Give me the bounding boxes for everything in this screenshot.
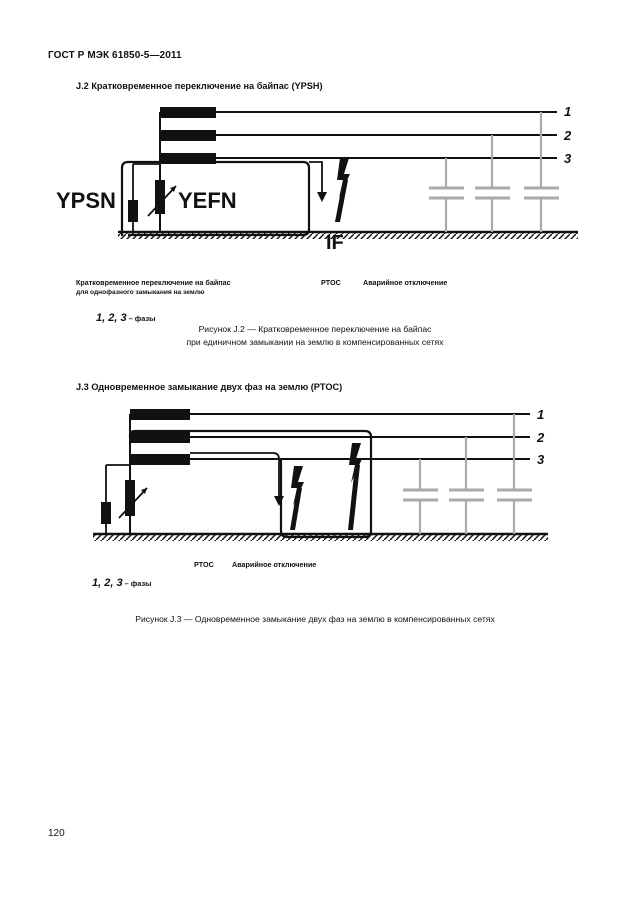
ypsn-label: YPSN xyxy=(56,188,116,213)
phase-3-label: 3 xyxy=(564,151,572,166)
section-j2-title: J.2 Кратковременное переключение на байпас (YPSH) xyxy=(76,81,323,91)
document-header: ГОСТ Р МЭК 61850-5—2011 xyxy=(48,50,182,61)
legend-bypass-line2: для однофазного замыкания на землю xyxy=(76,289,205,296)
yefn-label: YEFN xyxy=(178,188,237,213)
j3-phases-nums: 1, 2, 3 xyxy=(92,577,123,589)
phases-nums: 1, 2, 3 xyxy=(96,312,127,324)
if-label: IF xyxy=(326,232,344,254)
capacitor-bank xyxy=(429,112,559,232)
yefn-coil xyxy=(155,180,165,214)
figure-j3-diagram xyxy=(93,407,548,541)
phase-2-label: 2 xyxy=(564,128,572,143)
j3-phase-3-label: 3 xyxy=(537,452,545,467)
figure-j3-caption: Рисунок J.3 — Одновременное замыкание двух фаз на землю в компенсированных сетях xyxy=(135,614,495,624)
j3-legend-trip: Аварийное отключение xyxy=(232,560,317,569)
ypsn-resistor xyxy=(128,200,138,222)
j3-legend-ptoc: PTOC xyxy=(194,560,214,569)
j3-phase-1-label: 1 xyxy=(537,407,545,422)
j3-phase-2-label: 2 xyxy=(537,430,545,445)
figure-j2-caption-line2: при единичном замыкании на землю в компенсированных сетях xyxy=(186,337,444,347)
j3-phases-word: – фазы xyxy=(122,579,152,588)
phase-1-label: 1 xyxy=(564,104,572,119)
phases-word: – фазы xyxy=(126,314,156,323)
figure-j2-caption-line1: Рисунок J.2 — Кратковременное переключение на байпас xyxy=(198,324,432,334)
legend-bypass-line1: Кратковременное переключение на байпас xyxy=(76,278,231,287)
section-j3-title: J.3 Одновременное замыкание двух фаз на землю (PTOC) xyxy=(76,382,343,392)
page-number: 120 xyxy=(48,828,65,839)
legend-trip: Аварийное отключение xyxy=(363,278,448,287)
legend-ptoc: PTOC xyxy=(321,278,341,287)
j3-phases-legend xyxy=(92,573,151,591)
phases-legend xyxy=(96,308,155,326)
figure-j2-diagram xyxy=(56,104,578,254)
